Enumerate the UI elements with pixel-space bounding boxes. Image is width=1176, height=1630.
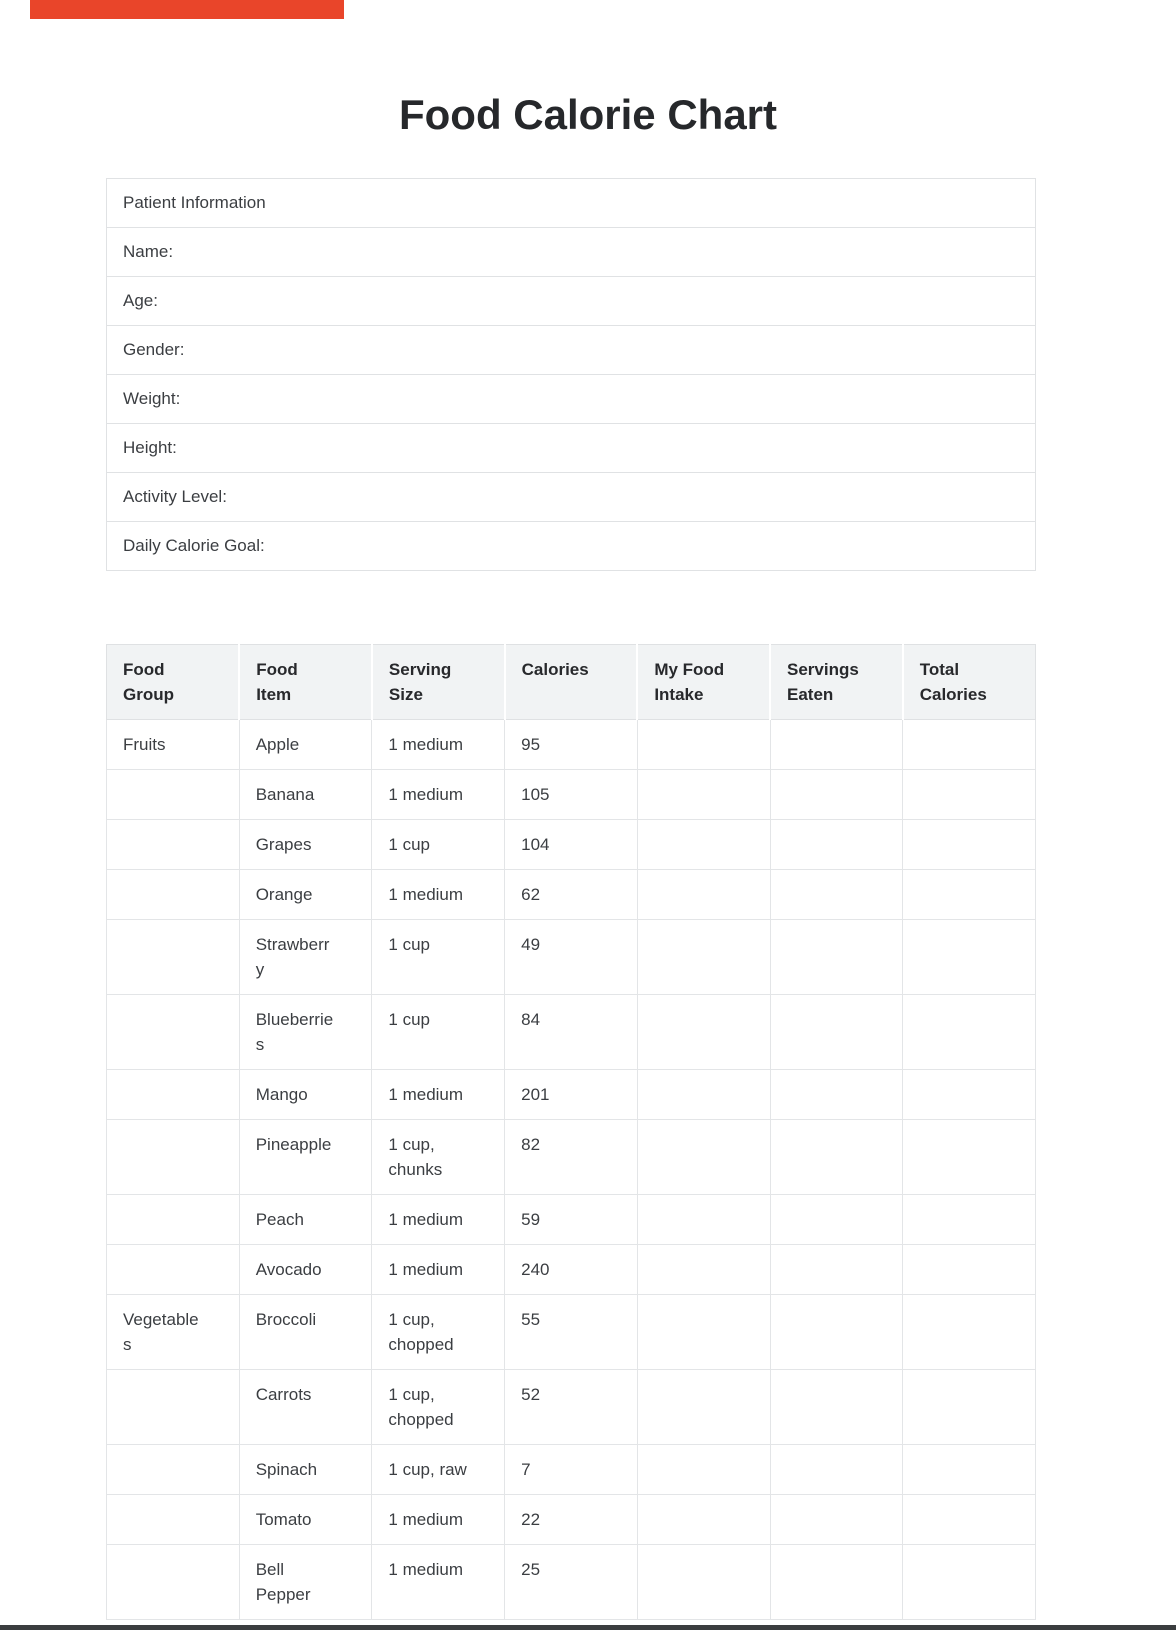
patient-field-row bbox=[107, 522, 1036, 571]
cell-food-item bbox=[239, 1120, 372, 1195]
cell-serving-size bbox=[372, 1445, 505, 1495]
patient-field-weight: Weight: bbox=[107, 375, 1036, 424]
cell-serving-size bbox=[372, 1245, 505, 1295]
cell-calories bbox=[505, 995, 638, 1070]
cell-total-calories bbox=[903, 1445, 1036, 1495]
cell-serving-size bbox=[372, 870, 505, 920]
cell-total-calories bbox=[903, 820, 1036, 870]
cell-text: Grapes bbox=[255, 835, 312, 854]
cell-text: 105 bbox=[521, 785, 550, 804]
cell-food-item bbox=[239, 1245, 372, 1295]
col-header-text: Total Calories bbox=[919, 660, 987, 704]
col-header-text: Food Group bbox=[123, 660, 174, 704]
cell-my-food-intake bbox=[637, 1195, 770, 1245]
cell-food-group bbox=[107, 995, 240, 1070]
patient-field-daily-calorie-goal: Daily Calorie Goal: bbox=[107, 522, 1036, 571]
cell-my-food-intake bbox=[637, 1445, 770, 1495]
cell-text: 62 bbox=[521, 885, 541, 904]
cell-servings-eaten bbox=[770, 995, 903, 1070]
cell-food-group bbox=[107, 770, 240, 820]
cell-serving-size bbox=[372, 770, 505, 820]
food-table-row bbox=[107, 1495, 1036, 1545]
cell-servings-eaten bbox=[770, 920, 903, 995]
cell-calories bbox=[505, 920, 638, 995]
patient-field-gender: Gender: bbox=[107, 326, 1036, 375]
cell-my-food-intake bbox=[637, 870, 770, 920]
cell-servings-eaten bbox=[770, 820, 903, 870]
cell-my-food-intake bbox=[637, 1245, 770, 1295]
cell-text: Broccoli bbox=[255, 1310, 317, 1329]
cell-servings-eaten bbox=[770, 870, 903, 920]
cell-text: 201 bbox=[521, 1085, 550, 1104]
col-header-total-calories bbox=[903, 645, 1036, 720]
cell-my-food-intake bbox=[637, 920, 770, 995]
cell-servings-eaten bbox=[770, 1195, 903, 1245]
cell-food-group bbox=[107, 1070, 240, 1120]
col-header-serving-size bbox=[372, 645, 505, 720]
patient-field-name: Name: bbox=[107, 228, 1036, 277]
cell-total-calories bbox=[903, 770, 1036, 820]
col-header-calories bbox=[505, 645, 638, 720]
cell-text: Bell Pepper bbox=[255, 1560, 311, 1604]
cell-servings-eaten bbox=[770, 1495, 903, 1545]
cell-serving-size bbox=[372, 995, 505, 1070]
cell-calories bbox=[505, 720, 638, 770]
cell-my-food-intake bbox=[637, 1495, 770, 1545]
cell-text: 1 medium bbox=[388, 1260, 464, 1279]
col-header-food-item bbox=[239, 645, 372, 720]
food-table-row bbox=[107, 720, 1036, 770]
col-header-food-group bbox=[107, 645, 240, 720]
food-table-row bbox=[107, 1070, 1036, 1120]
cell-total-calories bbox=[903, 1370, 1036, 1445]
cell-serving-size bbox=[372, 720, 505, 770]
cell-text: 22 bbox=[521, 1510, 541, 1529]
food-table-row bbox=[107, 1445, 1036, 1495]
cell-food-group bbox=[107, 1495, 240, 1545]
cell-total-calories bbox=[903, 995, 1036, 1070]
patient-field-age: Age: bbox=[107, 277, 1036, 326]
food-table-row bbox=[107, 1545, 1036, 1620]
cell-total-calories bbox=[903, 720, 1036, 770]
cell-calories bbox=[505, 1295, 638, 1370]
cell-food-item bbox=[239, 770, 372, 820]
cell-food-item bbox=[239, 1370, 372, 1445]
col-header-text: Servings Eaten bbox=[787, 660, 859, 704]
cell-food-group bbox=[107, 1295, 240, 1370]
cell-text: 240 bbox=[521, 1260, 550, 1279]
cell-serving-size bbox=[372, 1120, 505, 1195]
cell-food-item bbox=[239, 720, 372, 770]
food-table-row bbox=[107, 1295, 1036, 1370]
cell-text: Fruits bbox=[123, 735, 166, 754]
cell-text: 1 cup, chunks bbox=[388, 1135, 443, 1179]
cell-food-item bbox=[239, 1070, 372, 1120]
cell-text: Vegetables bbox=[123, 1310, 199, 1354]
food-table-header-row bbox=[107, 645, 1036, 720]
cell-text: 1 cup bbox=[388, 835, 430, 854]
cell-calories bbox=[505, 770, 638, 820]
cell-text: 1 medium bbox=[388, 885, 464, 904]
cell-total-calories bbox=[903, 1120, 1036, 1195]
food-table-row bbox=[107, 770, 1036, 820]
col-header-text: Calories bbox=[521, 660, 589, 679]
cell-my-food-intake bbox=[637, 720, 770, 770]
cell-text: 1 medium bbox=[388, 1210, 464, 1229]
cell-my-food-intake bbox=[637, 1070, 770, 1120]
cell-text: Blueberries bbox=[255, 1010, 334, 1054]
cell-food-group bbox=[107, 1545, 240, 1620]
cell-text: 1 cup, raw bbox=[388, 1460, 467, 1479]
top-accent-bar bbox=[30, 0, 344, 19]
patient-info-body bbox=[107, 179, 1036, 571]
cell-text: 1 medium bbox=[388, 1510, 464, 1529]
cell-calories bbox=[505, 1545, 638, 1620]
food-table-row bbox=[107, 920, 1036, 995]
cell-text: Avocado bbox=[255, 1260, 322, 1279]
cell-text: 82 bbox=[521, 1135, 541, 1154]
patient-field-row bbox=[107, 326, 1036, 375]
patient-field-height: Height: bbox=[107, 424, 1036, 473]
patient-field-row bbox=[107, 277, 1036, 326]
cell-serving-size bbox=[372, 1070, 505, 1120]
cell-serving-size bbox=[372, 1495, 505, 1545]
cell-servings-eaten bbox=[770, 1070, 903, 1120]
cell-text: 95 bbox=[521, 735, 541, 754]
food-table-row bbox=[107, 1245, 1036, 1295]
cell-text: 104 bbox=[521, 835, 550, 854]
cell-serving-size bbox=[372, 1370, 505, 1445]
patient-section-header-row bbox=[107, 179, 1036, 228]
cell-calories bbox=[505, 1445, 638, 1495]
cell-food-item bbox=[239, 995, 372, 1070]
cell-text: Banana bbox=[255, 785, 315, 804]
document-title: Food Calorie Chart bbox=[398, 91, 778, 138]
col-header-text: My Food Intake bbox=[654, 660, 725, 704]
cell-food-item bbox=[239, 1295, 372, 1370]
patient-field-row bbox=[107, 228, 1036, 277]
patient-section-title: Patient Information bbox=[107, 179, 1036, 228]
cell-text: 52 bbox=[521, 1385, 541, 1404]
cell-text: 49 bbox=[521, 935, 541, 954]
cell-serving-size bbox=[372, 1545, 505, 1620]
cell-servings-eaten bbox=[770, 1370, 903, 1445]
cell-my-food-intake bbox=[637, 770, 770, 820]
cell-text: Pineapple bbox=[255, 1135, 332, 1154]
food-table-row bbox=[107, 820, 1036, 870]
cell-text: Apple bbox=[255, 735, 300, 754]
cell-text: Peach bbox=[255, 1210, 304, 1229]
cell-total-calories bbox=[903, 1195, 1036, 1245]
cell-text: 1 medium bbox=[388, 735, 464, 754]
cell-total-calories bbox=[903, 870, 1036, 920]
cell-food-item bbox=[239, 1545, 372, 1620]
cell-text: Carrots bbox=[255, 1385, 312, 1404]
bottom-edge-bar bbox=[0, 1625, 1176, 1630]
col-header-my-food-intake bbox=[637, 645, 770, 720]
patient-field-row bbox=[107, 375, 1036, 424]
cell-total-calories bbox=[903, 920, 1036, 995]
cell-food-item bbox=[239, 1445, 372, 1495]
food-calorie-table bbox=[106, 644, 1036, 1620]
cell-food-group bbox=[107, 820, 240, 870]
cell-my-food-intake bbox=[637, 995, 770, 1070]
food-table-row bbox=[107, 995, 1036, 1070]
cell-food-group bbox=[107, 870, 240, 920]
cell-food-item bbox=[239, 870, 372, 920]
cell-text: 1 medium bbox=[388, 785, 464, 804]
cell-text: 1 cup bbox=[388, 1010, 430, 1029]
cell-total-calories bbox=[903, 1495, 1036, 1545]
cell-total-calories bbox=[903, 1070, 1036, 1120]
cell-servings-eaten bbox=[770, 1120, 903, 1195]
food-table-row bbox=[107, 1120, 1036, 1195]
cell-text: 25 bbox=[521, 1560, 541, 1579]
food-table-row bbox=[107, 1195, 1036, 1245]
cell-text: Mango bbox=[255, 1085, 308, 1104]
cell-my-food-intake bbox=[637, 1295, 770, 1370]
col-header-text: Serving Size bbox=[388, 660, 452, 704]
patient-field-row bbox=[107, 424, 1036, 473]
cell-calories bbox=[505, 1495, 638, 1545]
cell-text: 84 bbox=[521, 1010, 541, 1029]
cell-food-group bbox=[107, 1245, 240, 1295]
cell-text: Orange bbox=[255, 885, 313, 904]
food-table-row bbox=[107, 870, 1036, 920]
cell-total-calories bbox=[903, 1545, 1036, 1620]
cell-food-item bbox=[239, 1495, 372, 1545]
col-header-servings-eaten bbox=[770, 645, 903, 720]
cell-food-group bbox=[107, 1370, 240, 1445]
cell-food-group bbox=[107, 720, 240, 770]
cell-my-food-intake bbox=[637, 1370, 770, 1445]
cell-food-group bbox=[107, 1195, 240, 1245]
cell-text: 59 bbox=[521, 1210, 541, 1229]
cell-servings-eaten bbox=[770, 1545, 903, 1620]
cell-servings-eaten bbox=[770, 1245, 903, 1295]
cell-text: Strawberry bbox=[255, 935, 330, 979]
patient-field-row bbox=[107, 473, 1036, 522]
cell-text: 1 cup, chopped bbox=[388, 1385, 454, 1429]
cell-text: 1 cup, chopped bbox=[388, 1310, 454, 1354]
cell-food-group bbox=[107, 920, 240, 995]
cell-text: Tomato bbox=[255, 1510, 312, 1529]
col-header-text: Food Item bbox=[256, 660, 298, 704]
cell-food-item bbox=[239, 820, 372, 870]
cell-calories bbox=[505, 1120, 638, 1195]
cell-my-food-intake bbox=[637, 820, 770, 870]
cell-text: 1 medium bbox=[388, 1560, 464, 1579]
food-table-body bbox=[107, 720, 1036, 1620]
cell-my-food-intake bbox=[637, 1545, 770, 1620]
cell-serving-size bbox=[372, 920, 505, 995]
cell-total-calories bbox=[903, 1295, 1036, 1370]
cell-my-food-intake bbox=[637, 1120, 770, 1195]
food-table-head bbox=[107, 645, 1036, 720]
cell-calories bbox=[505, 1070, 638, 1120]
cell-calories bbox=[505, 1195, 638, 1245]
cell-calories bbox=[505, 820, 638, 870]
cell-text: 1 medium bbox=[388, 1085, 464, 1104]
cell-calories bbox=[505, 870, 638, 920]
patient-info-table bbox=[106, 178, 1036, 571]
cell-text: 1 cup bbox=[388, 935, 430, 954]
cell-servings-eaten bbox=[770, 1295, 903, 1370]
cell-total-calories bbox=[903, 1245, 1036, 1295]
cell-servings-eaten bbox=[770, 1445, 903, 1495]
cell-food-group bbox=[107, 1120, 240, 1195]
cell-food-group bbox=[107, 1445, 240, 1495]
patient-field-activity-level: Activity Level: bbox=[107, 473, 1036, 522]
cell-text: 7 bbox=[521, 1460, 531, 1479]
cell-food-item bbox=[239, 920, 372, 995]
cell-serving-size bbox=[372, 820, 505, 870]
cell-serving-size bbox=[372, 1195, 505, 1245]
cell-text: 55 bbox=[521, 1310, 541, 1329]
cell-text: Spinach bbox=[255, 1460, 318, 1479]
cell-calories bbox=[505, 1245, 638, 1295]
cell-servings-eaten bbox=[770, 720, 903, 770]
cell-serving-size bbox=[372, 1295, 505, 1370]
cell-servings-eaten bbox=[770, 770, 903, 820]
cell-food-item bbox=[239, 1195, 372, 1245]
food-table-row bbox=[107, 1370, 1036, 1445]
cell-calories bbox=[505, 1370, 638, 1445]
